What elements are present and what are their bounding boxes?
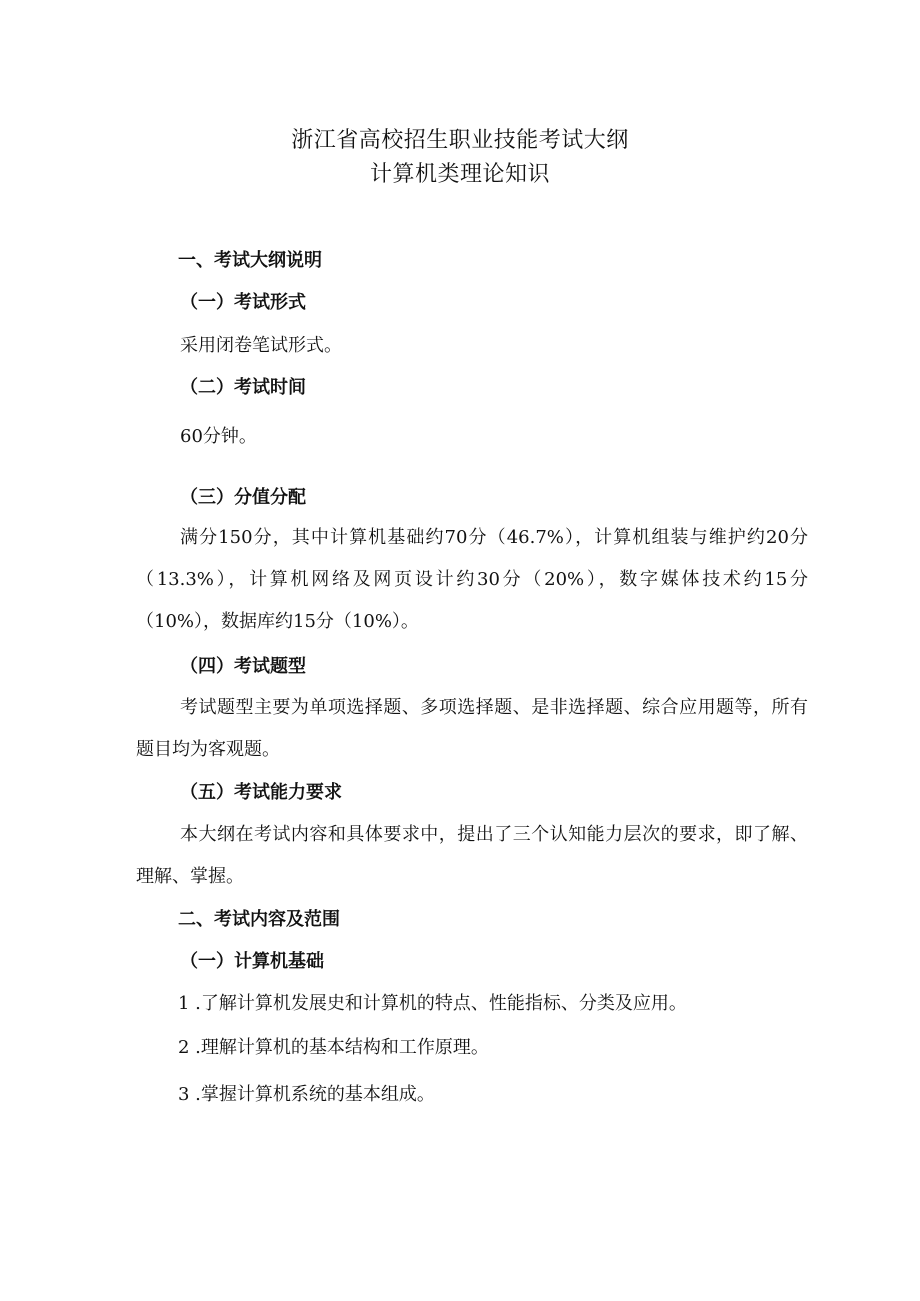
subheading-exam-time: （二）考试时间 xyxy=(180,377,306,398)
subheading-exam-format: （一）考试形式 xyxy=(180,292,306,313)
list-item: 1 .了解计算机发展史和计算机的特点、性能指标、分类及应用。 xyxy=(178,993,687,1014)
text-question-types: 考试题型主要为单项选择题、多项选择题、是非选择题、综合应用题等，所有题目均为客观题。 xyxy=(136,697,808,760)
text-ability-requirements: 本大纲在考试内容和具体要求中，提出了三个认知能力层次的要求，即了解、理解、掌握。 xyxy=(136,824,808,887)
section-heading-outline-description: 一、考试大纲说明 xyxy=(178,250,322,271)
subheading-computer-basics: （一）计算机基础 xyxy=(180,951,324,972)
subheading-ability-requirements: （五）考试能力要求 xyxy=(180,782,342,803)
text-score-allocation: 满分150分，其中计算机基础约70分（46.7%），计算机组装与维护约20分（13.3%），计算机网络及网页设计约30分（20%），数字媒体技术约15分（10%），数据库约15分（10%）。 xyxy=(136,527,808,632)
document-title: 浙江省高校招生职业技能考试大纲 xyxy=(291,128,629,153)
text-exam-time: 60分钟。 xyxy=(180,426,257,447)
document-subtitle: 计算机类理论知识 xyxy=(369,162,550,187)
text-exam-format: 采用闭卷笔试形式。 xyxy=(180,335,342,356)
section-heading-exam-content: 二、考试内容及范围 xyxy=(178,909,340,930)
subheading-score-allocation: （三）分值分配 xyxy=(180,487,306,508)
subheading-question-types: （四）考试题型 xyxy=(180,656,306,677)
list-item: 2 .理解计算机的基本结构和工作原理。 xyxy=(178,1037,489,1058)
list-item: 3 .掌握计算机系统的基本组成。 xyxy=(178,1084,435,1105)
